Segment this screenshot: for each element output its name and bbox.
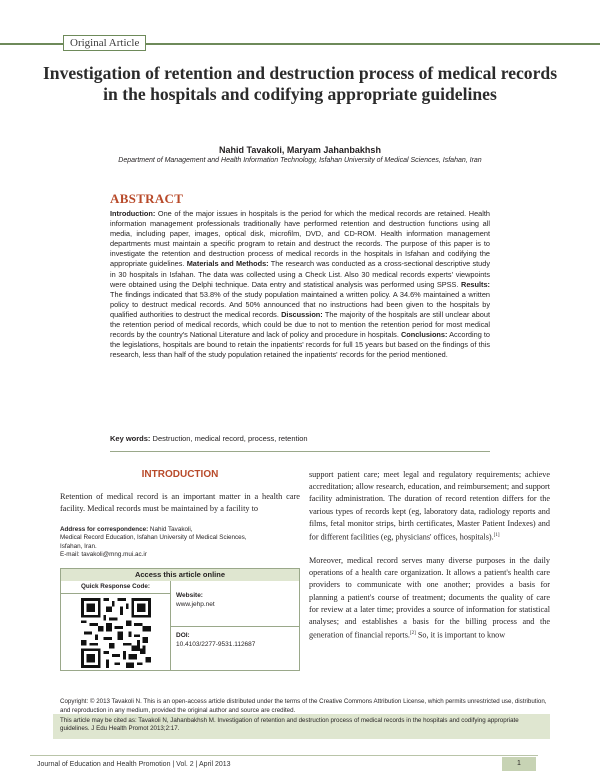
- abstract-body: [110, 209, 490, 360]
- right-column: [309, 469, 550, 653]
- website-label: Website:: [176, 592, 203, 599]
- discussion-label: Discussion:: [281, 309, 323, 319]
- doi-link[interactable]: 10.4103/2277-9531.112687: [176, 641, 256, 648]
- authors: Nahid Tavakoli, Maryam Jahanbakhsh: [219, 145, 381, 155]
- doi-label: DOI:: [176, 632, 190, 639]
- paragraph-text: So, it is important to know: [415, 630, 506, 640]
- discussion-text: The majority of the hospitals are still unclear about the retention period of medical records, which could be due to not to mention the retention period for most medical records by the country's National Literature and lack of policy and procedure in hospitals.: [110, 309, 490, 340]
- abstract-divider: [110, 451, 490, 452]
- intro-label: Introduction:: [110, 209, 156, 218]
- article-title: Investigation of retention and destruction process of medical records in the hospitals and codifying appropriate guidelines: [42, 63, 558, 104]
- keywords-text: Destruction, medical record, process, retention: [150, 434, 308, 443]
- correspondence-line1: Medical Record Education, Isfahan University of Medical Sciences,: [60, 534, 247, 542]
- access-divider: [171, 626, 299, 627]
- citation-text: This article may be cited as: Tavakoli N, Jahanbakhsh M. Investigation of retention and destruction process of medical records in the hospitals and codifying appropriate guidelines. J Edu Health Promot 2013;2:17.: [60, 717, 519, 733]
- reference-link[interactable]: [2]: [409, 631, 416, 637]
- qr-code-icon[interactable]: [81, 598, 151, 668]
- qr-label: Quick Response Code:: [81, 583, 150, 590]
- conclusions-text: According to the legislations, hospitals are bound to retain the inpatients' records for full 15 years but based on the findings of this research, less than half of the study population retained the inpatients' records for the period mentioned.: [110, 330, 490, 360]
- conclusions-label: Conclusions:: [400, 330, 448, 340]
- results-text: The findings indicated that 53.8% of the study population maintained a written policy. A 34.6% maintained a written policy to destruct medical records. And 50% announced that no instructions had been given to the hospitals by qualified authorities to destruct the medical records.: [110, 289, 490, 319]
- keywords: [110, 434, 490, 443]
- copyright-notice: Copyright: © 2013 Tavakoli N. This is an open-access article distributed under the terms of the Creative Commons Attribution License, which permits unrestricted use, distribution, and reproduction in any medium, provided the original author and source are credited.: [60, 698, 547, 714]
- correspondence-line2: Isfahan, Iran.: [60, 542, 97, 550]
- access-heading: Access this article online: [61, 569, 299, 581]
- methods-label: Materials and Methods:: [186, 259, 269, 269]
- paragraph-text: support patient care; meet legal and regulatory requirements; achieve accreditation; allow research, education, and reimbursement; and support facility administration. The duration of record retention differs for the various types of records kept (eg, laboratory data, radiology reports and films, fetal monitor strips, birth certificates, Master Patient Indexes) and for different facilities (eg, physicians' offices, hospitals).: [309, 470, 550, 542]
- correspondence-email[interactable]: E-mail: tavakoli@mng.mui.ac.ir: [60, 550, 147, 558]
- abstract-heading: ABSTRACT: [110, 191, 184, 206]
- correspondence-name: Nahid Tavakoli,: [148, 526, 193, 533]
- correspondence: [60, 526, 300, 559]
- page-number: 1: [502, 757, 536, 771]
- correspondence-label: Address for correspondence:: [60, 526, 149, 533]
- intro-text: One of the major issues in hospitals is the period for which the medical records are retained. Health information management professionals traditionally have performed retention and destruction functions using all media, including paper, images, optical disk, microfilm, DVD, and CD-ROM. Health information management departments must maintain a specific program to retain and destruct the records. The purpose of this paper is to investigate the retention and destruction process of medical records in the hospitals in Isfahan and codifying the appropriate guidelines.: [110, 209, 490, 269]
- paragraph-text: Moreover, medical record serves many diverse purposes in the daily operations of a health care organization. It allows a patient's health care providers to communicate with one another; provides a basis for planning a patient's course of treatment; documents the quality of care for review at a later time; provides a source of information for statistical analyses; and establishes a basis for the billing process and the generation of financial reports.: [309, 555, 550, 640]
- keywords-label: Key words:: [110, 434, 151, 443]
- reference-link[interactable]: [1]: [493, 533, 500, 539]
- article-type-badge: Original Article: [63, 35, 146, 51]
- affiliation: Department of Management and Health Information Technology, Isfahan University of Medical Sciences, Isfahan, Iran: [118, 157, 482, 164]
- access-divider: [61, 593, 170, 594]
- website-link[interactable]: www.jehp.net: [176, 601, 215, 608]
- footer-rule: [30, 755, 538, 756]
- methods-text: The research was conducted as a cross-sectional descriptive study in 30 hospitals in Isfahan. The data was collected using a Check List. Also 30 medical records experts' viewpoints were obtained using the Delphi technique. Data entry and statistical analysis was performed using SPSS.: [110, 259, 490, 289]
- footer-journal: Journal of Education and Health Promotion | Vol. 2 | April 2013: [37, 761, 231, 768]
- introduction-paragraph: Retention of medical record is an important matter in a health care facility. Medical records must be maintained by a facility to: [60, 492, 300, 513]
- introduction-heading: INTRODUCTION: [141, 469, 219, 480]
- results-label: Results:: [461, 279, 490, 289]
- paragraph: [309, 469, 550, 544]
- paragraph: [309, 555, 550, 642]
